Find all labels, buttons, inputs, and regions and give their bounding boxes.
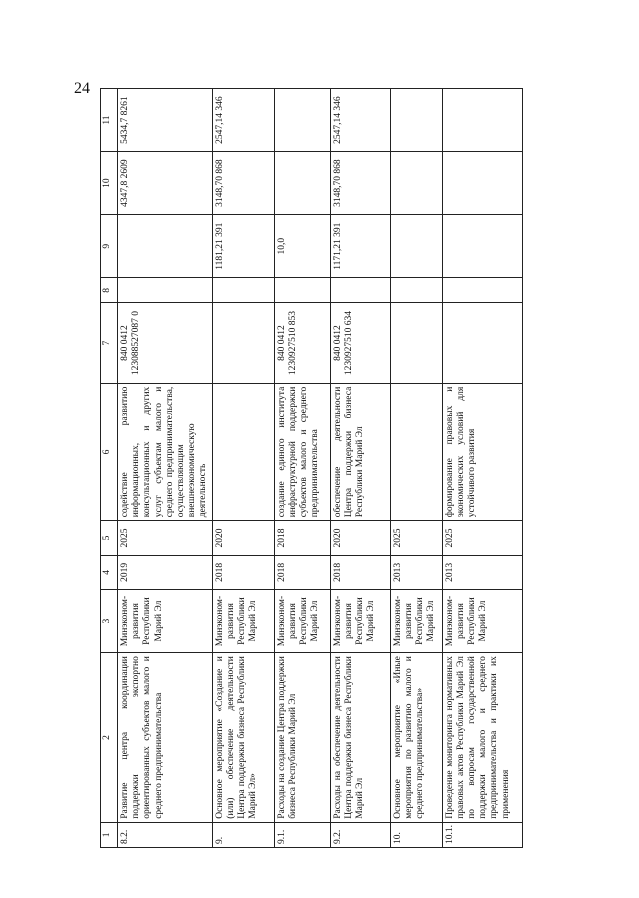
table-cell-name: Расходы на обеспечение деятельности Центра поддержки бизнеса Республики Марий Эл [330,653,390,823]
table-cell-c8 [274,278,330,303]
table-cell-num: 9. [212,822,274,847]
table-cell-name: Основное мероприятие «Создание и (или) обеспечение деятельности Центра поддержки бизнеса Республики Марий Эл» [212,653,274,823]
table-cell-to: 2025 [118,521,213,555]
table-cell-name: Расходы на создание Центра поддержки бизнеса Республики Марий Эл [274,653,330,823]
table-row [442,89,522,848]
header-cell: 7 [101,303,118,383]
table-cell-to: 2020 [330,521,390,555]
table-cell-exec: Минэконом-развития Республики Марий Эл [274,590,330,653]
table-cell-to: 2025 [390,521,442,555]
header-cell: 9 [101,215,118,278]
table-cell-c10 [442,152,522,215]
table-row [212,89,274,848]
table-cell-exec: Минэконом-развития Республики Марий Эл [390,590,442,653]
table-cell-exec: Минэконом-развития Республики Марий Эл [212,590,274,653]
header-cell: 11 [101,89,118,152]
header-cell: 5 [101,521,118,555]
table-cell-code [442,303,522,383]
table-cell-from: 2018 [330,555,390,589]
table-cell-c10: 3148,70 868 [212,152,274,215]
page-number: 24 [74,80,90,97]
table-row [390,89,442,848]
table-cell-to: 2020 [212,521,274,555]
table-cell-c8 [212,278,274,303]
table-cell-c10: 3148,70 868 [330,152,390,215]
table-cell-num: 10.1. [442,822,522,847]
table-cell-name: Основное мероприятие «Иные мероприятия по развитию малого и среднего предпринимательства» [390,653,442,823]
table-cell-num: 9.2. [330,822,390,847]
table-cell-c9: 10,0 [274,215,330,278]
table-cell-c8 [390,278,442,303]
table-cell-c9 [118,215,213,278]
table-cell-num: 8.2. [118,822,213,847]
table-row [118,89,213,848]
table-cell-result: формирование правовых и экономических условий для устойчивого развития [442,383,522,521]
table-cell-num: 10. [390,822,442,847]
table-cell-c9 [390,215,442,278]
table-cell-num: 9.1. [274,822,330,847]
table-cell-code [390,303,442,383]
table-cell-to: 2025 [442,521,522,555]
table-cell-code [212,303,274,383]
table-cell-c9: 1181,21 391 [212,215,274,278]
table-cell-code: 840 0412 123088527087 0 [118,303,213,383]
header-cell: 6 [101,383,118,521]
table-cell-name: Развитие центра координации поддержки экспортно ориентированных субъектов малого и среднего предпринимательства [118,653,213,823]
table-cell-from: 2013 [442,555,522,589]
table-cell-to: 2018 [274,521,330,555]
table-cell-result: создание единого института инфраструктурной поддержки субъектов малого и среднего предпринимательства [274,383,330,521]
table-cell-c11 [274,89,330,152]
program-table [100,88,523,848]
table-header-row [101,89,118,848]
table-cell-exec: Минэконом-развития Республики Марий Эл [118,590,213,653]
table-cell-c8 [330,278,390,303]
header-cell: 3 [101,590,118,653]
table-cell-from: 2013 [390,555,442,589]
table-cell-result: содействие развитию информационных, консультационных и других услуг субъектам малого и среднего предпринимательства, осуществляющим внешнеэкономическую деятельность [118,383,213,521]
table-cell-result: обеспечение деятельности Центра поддержки бизнеса Республики Марий Эл [330,383,390,521]
table-cell-result [212,383,274,521]
table-cell-from: 2018 [212,555,274,589]
header-cell: 4 [101,555,118,589]
table-cell-c11: 2547,14 346 [212,89,274,152]
table-cell-c11: 5434,7 8261 [118,89,213,152]
table-cell-result [390,383,442,521]
header-cell: 1 [101,822,118,847]
table-cell-c10: 4347,8 2609 [118,152,213,215]
table-cell-c11 [442,89,522,152]
table-cell-exec: Минэконом-развития Республики Марий Эл [330,590,390,653]
table-cell-c11 [390,89,442,152]
table-cell-c8 [442,278,522,303]
table-cell-c9: 1171,21 391 [330,215,390,278]
table-cell-c8 [118,278,213,303]
table-row [274,89,330,848]
rotated-table-sheet [100,88,560,848]
table-cell-c9 [442,215,522,278]
table-cell-c10 [390,152,442,215]
header-cell: 10 [101,152,118,215]
table-cell-from: 2018 [274,555,330,589]
table-cell-code: 840 0412 1230927510 634 [330,303,390,383]
table-cell-exec: Минэконом-развития Республики Марий Эл [442,590,522,653]
table-cell-from: 2019 [118,555,213,589]
table-cell-c10 [274,152,330,215]
table-cell-name: Проведение мониторинга нормативных правовых актов Республики Марий Эл по вопросам государственной поддержки малого и среднего предпринимательства и практики их применения [442,653,522,823]
table-cell-c11: 2547,14 346 [330,89,390,152]
header-cell: 8 [101,278,118,303]
header-cell: 2 [101,653,118,823]
table-row [330,89,390,848]
table-cell-code: 840 0412 1230927510 853 [274,303,330,383]
